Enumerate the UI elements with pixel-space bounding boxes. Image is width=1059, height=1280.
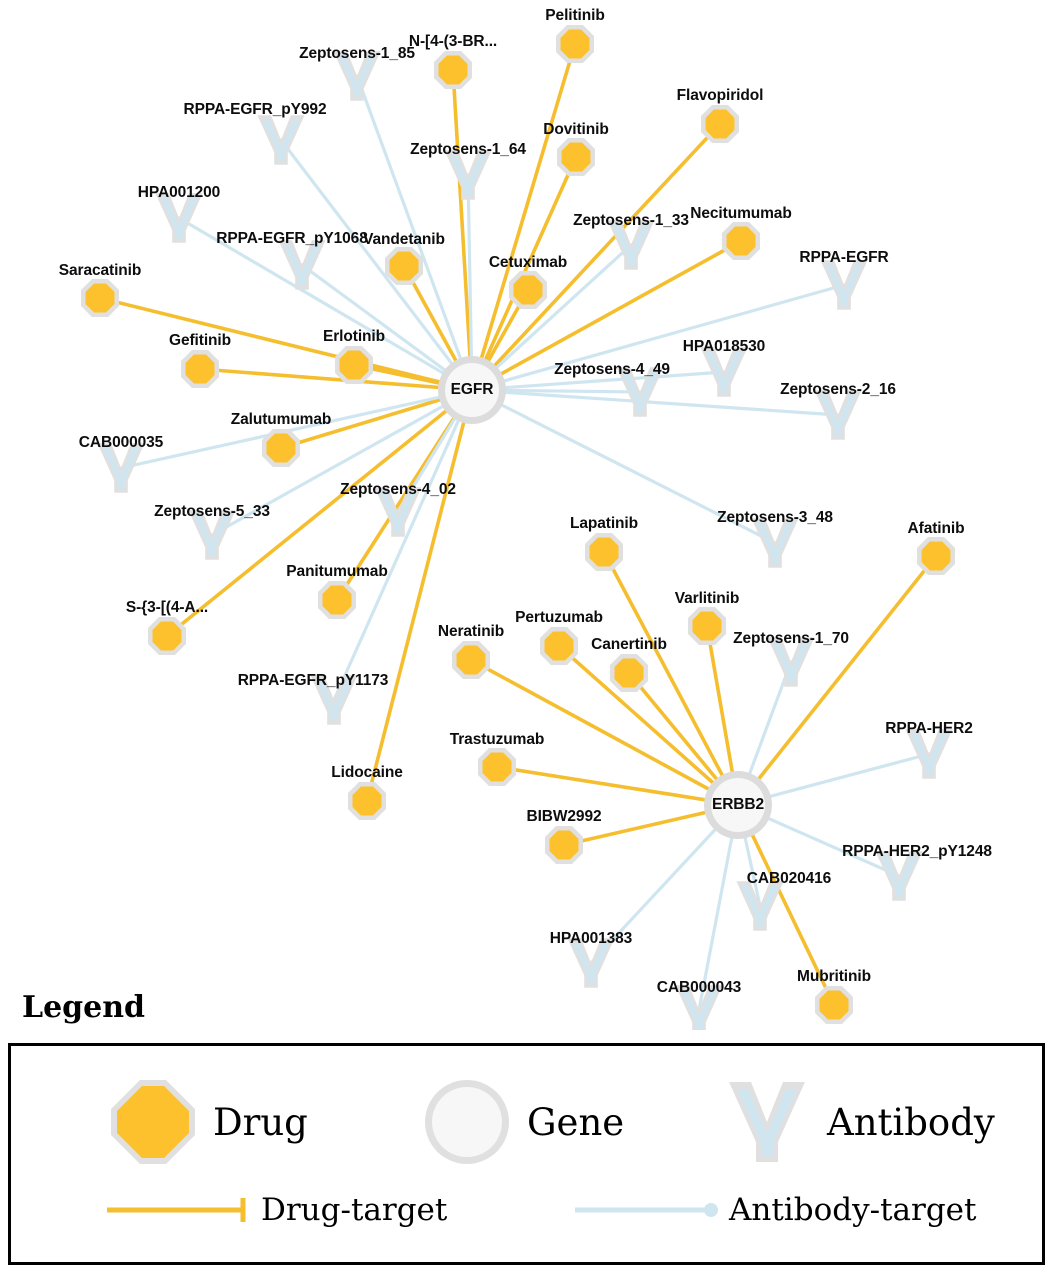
drug-body (590, 538, 619, 567)
drug-node[interactable] (509, 271, 547, 309)
drug-node[interactable] (81, 279, 119, 317)
drug-label: Afatinib (907, 520, 965, 537)
drug-label: Gefitinib (169, 332, 231, 349)
antibody-label: Zeptosens-1_33 (573, 212, 689, 229)
drug-body (922, 542, 951, 571)
drug-body (457, 646, 486, 675)
antibody-label: RPPA-EGFR_pY1173 (237, 672, 389, 689)
antibody-node[interactable] (257, 115, 304, 165)
drug-body (483, 753, 512, 782)
drug-body (186, 355, 215, 384)
gene-label-erbb2: ERBB2 (711, 796, 765, 813)
legend-label-drug-target: Drug-target (261, 1192, 448, 1228)
drug-label: Zalutumumab (230, 411, 332, 428)
drug-target-edge (738, 556, 936, 805)
drug-body (340, 351, 369, 380)
drug-label: Erlotinib (323, 328, 385, 345)
antibody-label: CAB000043 (656, 979, 742, 996)
drug-body (323, 586, 352, 615)
drug-node[interactable] (478, 748, 516, 786)
drug-node[interactable] (585, 533, 623, 571)
drug-body (562, 143, 591, 172)
legend-item-drug-target (103, 1192, 447, 1228)
drug-body (545, 632, 574, 661)
antibody-label: RPPA-HER2_pY1248 (842, 843, 992, 860)
antibody-node[interactable] (820, 260, 867, 310)
drug-node[interactable] (701, 105, 739, 143)
drug-label: N-[4-(3-BR... (408, 33, 498, 50)
drug-body (615, 659, 644, 688)
antibody-label: Zeptosens-3_48 (717, 509, 833, 526)
drug-icon (107, 1076, 199, 1168)
gene-label-egfr: EGFR (450, 381, 494, 398)
drug-body (550, 831, 579, 860)
legend-title: Legend (22, 990, 146, 1025)
drug-node[interactable] (556, 25, 594, 63)
drug-node[interactable] (318, 581, 356, 619)
antibody-label: RPPA-HER2 (885, 720, 973, 737)
antibody-label: HPA018530 (682, 338, 766, 355)
antibody-label: CAB020416 (746, 870, 832, 887)
legend-item-drug (107, 1076, 308, 1168)
drug-node[interactable] (385, 247, 423, 285)
drug-body (153, 622, 182, 651)
antibody-label: CAB000035 (78, 434, 164, 451)
antibody-icon (721, 1076, 813, 1168)
drug-label: Neratinib (437, 623, 505, 640)
drug-body (439, 56, 468, 85)
antibody-label: Zeptosens-4_02 (340, 481, 456, 498)
drug-label: Pertuzumab (515, 609, 603, 626)
gene-icon (421, 1076, 513, 1168)
antibody-label: HPA001200 (137, 184, 221, 201)
antibody-label: RPPA-EGFR_pY1068 (216, 230, 368, 247)
drug-body (820, 991, 849, 1020)
drug-node[interactable] (815, 986, 853, 1024)
legend-label-gene: Gene (527, 1100, 625, 1144)
drug-label: Cetuximab (488, 254, 568, 271)
drug-node[interactable] (722, 222, 760, 260)
drug-node[interactable] (545, 826, 583, 864)
drug-label: Varlitinib (674, 590, 740, 607)
drug-body (514, 276, 543, 305)
drug-body (86, 284, 115, 313)
drug-node[interactable] (262, 429, 300, 467)
drug-node[interactable] (348, 782, 386, 820)
drug-label: Canertinib (591, 636, 667, 653)
drug-body (706, 110, 735, 139)
legend-label-drug: Drug (213, 1100, 308, 1144)
drug-node[interactable] (917, 537, 955, 575)
drug-node[interactable] (452, 641, 490, 679)
drug-node[interactable] (557, 138, 595, 176)
drug-target-edge-icon (103, 1193, 253, 1227)
drug-label: Flavopiridol (676, 87, 764, 104)
drug-label: Necitumumab (690, 205, 792, 222)
antibody-node[interactable] (736, 881, 783, 931)
legend-label-antibody-target: Antibody-target (729, 1192, 977, 1228)
drug-label: Dovitinib (543, 121, 609, 138)
drug-label: Mubritinib (797, 968, 871, 985)
antibody-target-edge-icon (571, 1193, 721, 1227)
drug-label: Lidocaine (331, 764, 403, 781)
legend-item-antibody-target (571, 1192, 976, 1228)
drug-label: Panitumumab (286, 563, 388, 580)
antibody-label: Zeptosens-1_85 (299, 45, 415, 62)
drug-body (353, 787, 382, 816)
legend-item-gene (421, 1076, 624, 1168)
antibody-label: RPPA-EGFR_pY992 (183, 101, 327, 118)
legend-box (8, 1043, 1045, 1265)
drug-label: Lapatinib (570, 515, 638, 532)
antibody-label: Zeptosens-2_16 (780, 381, 896, 398)
drug-node[interactable] (540, 627, 578, 665)
drug-body (693, 612, 722, 641)
drug-node[interactable] (688, 607, 726, 645)
drug-label: Trastuzumab (449, 731, 545, 748)
drug-body (390, 252, 419, 281)
drug-node[interactable] (434, 51, 472, 89)
antibody-label: Zeptosens-4_49 (554, 361, 670, 378)
antibody-label: HPA001383 (549, 930, 633, 947)
drug-label: BIBW2992 (526, 808, 602, 825)
antibody-label: Zeptosens-1_64 (410, 141, 526, 158)
drug-body (727, 227, 756, 256)
drug-target-edge (472, 44, 575, 390)
legend-item-antibody (721, 1076, 995, 1168)
drug-label: Pelitinib (545, 7, 605, 24)
drug-body (267, 434, 296, 463)
drug-label: Saracatinib (58, 262, 142, 279)
drug-label: S-{3-[(4-A... (125, 599, 209, 616)
legend-label-antibody: Antibody (827, 1100, 995, 1144)
drug-node[interactable] (610, 654, 648, 692)
antibody-label: RPPA-EGFR (799, 249, 889, 266)
drug-body (561, 30, 590, 59)
drug-node[interactable] (335, 346, 373, 384)
drug-node[interactable] (148, 617, 186, 655)
antibody-label: Zeptosens-1_70 (733, 630, 849, 647)
drug-label: Vandetanib (363, 231, 445, 248)
antibody-label: Zeptosens-5_33 (154, 503, 270, 520)
drug-node[interactable] (181, 350, 219, 388)
